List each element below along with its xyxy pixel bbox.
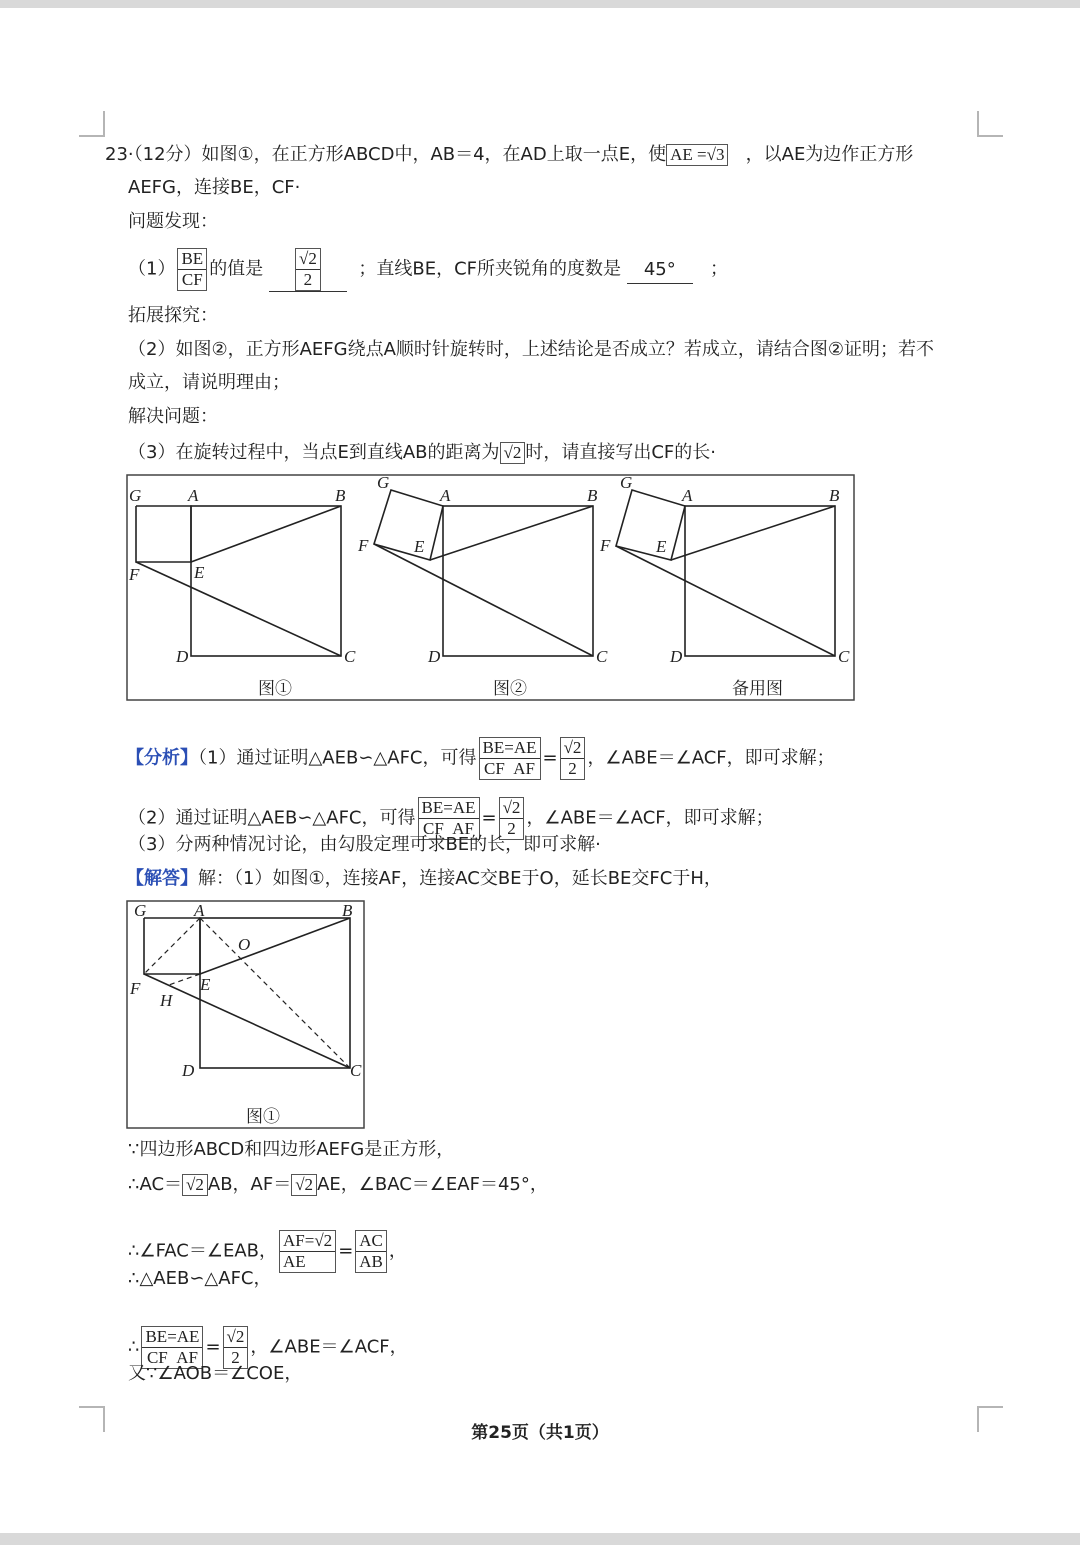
square-abcd bbox=[443, 506, 593, 656]
solution-text: ∴ bbox=[128, 1336, 140, 1358]
figure-2 bbox=[374, 490, 593, 656]
part-3 bbox=[128, 440, 716, 466]
equals: = bbox=[504, 738, 514, 757]
analysis-text: ，∠ABE＝∠ACF，即可求解； bbox=[587, 747, 835, 769]
part-1 bbox=[128, 248, 728, 292]
equals: = bbox=[167, 1327, 177, 1346]
fraction bbox=[355, 1230, 387, 1273]
part-text: （3）在旋转过程中，当点E到直线AB的距离为 bbox=[128, 442, 500, 463]
answer-fraction bbox=[295, 248, 321, 291]
part-text: ； bbox=[709, 258, 728, 280]
label-a: A bbox=[194, 901, 205, 920]
numerator: BE bbox=[145, 1327, 168, 1346]
square-aefg bbox=[616, 490, 685, 560]
answer-blank bbox=[269, 248, 347, 292]
question-line-1 bbox=[105, 142, 913, 168]
solution-text: ， bbox=[388, 1240, 407, 1262]
label-b: B bbox=[342, 901, 353, 920]
numerator: AE bbox=[176, 1327, 200, 1346]
label-d: D bbox=[182, 1061, 195, 1080]
label-d: D bbox=[428, 647, 441, 666]
crop-mark-top-left bbox=[79, 111, 105, 137]
label-g: G bbox=[134, 901, 147, 920]
solution-tag: 【解答】 bbox=[126, 868, 198, 889]
denominator: CF bbox=[483, 759, 505, 778]
figure-1-caption: 图① bbox=[258, 679, 292, 698]
label-f: F bbox=[358, 536, 369, 555]
denominator: CF bbox=[422, 819, 444, 838]
label-e: E bbox=[200, 975, 211, 994]
denominator: 2 bbox=[231, 1348, 240, 1367]
label-f: F bbox=[129, 565, 140, 584]
segment-af bbox=[144, 918, 200, 974]
label-b: B bbox=[829, 486, 840, 505]
solution-line-2 bbox=[128, 1172, 548, 1198]
equals: = bbox=[481, 807, 497, 829]
label-b: B bbox=[587, 486, 598, 505]
numerator: AC bbox=[356, 1231, 386, 1252]
solution-text: 解：（1）如图①，连接AF，连接AC交BE于O，延长BE交FC于H， bbox=[198, 868, 722, 889]
analysis-line-3: （3）分两种情况讨论，由勾股定理可求BE的长，即可求解· bbox=[128, 834, 601, 855]
denominator: AF bbox=[513, 759, 536, 778]
label-d: D bbox=[670, 647, 683, 666]
question-text: 23·（12分）如图①，在正方形ABCD中，AB＝4，在AD上取一点E，使 bbox=[105, 144, 667, 165]
label-a: A bbox=[682, 486, 693, 505]
solution-line-1: ∵四边形ABCD和四边形AEFG是正方形， bbox=[128, 1139, 455, 1160]
figure-spare-caption: 备用图 bbox=[732, 679, 783, 698]
label-a: A bbox=[188, 486, 199, 505]
denominator: 2 bbox=[303, 270, 313, 289]
denominator: AE bbox=[283, 1252, 306, 1271]
label-e: E bbox=[656, 537, 667, 556]
figure-solution bbox=[126, 900, 366, 1130]
square-abcd bbox=[191, 506, 341, 656]
figure-frame bbox=[127, 475, 854, 700]
question-line-2: AEFG，连接BE，CF· bbox=[128, 177, 301, 198]
top-border bbox=[0, 0, 1080, 8]
denominator: AF bbox=[452, 819, 475, 838]
numerator: BE bbox=[421, 798, 444, 817]
segment-cf bbox=[144, 974, 350, 1068]
solution-line-0 bbox=[126, 866, 722, 892]
analysis-text: （2）通过证明△AEB∽△AFC，可得 bbox=[128, 807, 416, 829]
numerator: √2 bbox=[224, 1327, 248, 1348]
sqrt-box: √2 bbox=[291, 1174, 317, 1196]
analysis-text: （1）通过证明△AEB∽△AFC，可得 bbox=[198, 747, 477, 769]
numerator: √2 bbox=[561, 738, 585, 759]
solution-text: ∴∠FAC＝∠EAB， bbox=[128, 1240, 278, 1262]
segment-be bbox=[200, 918, 350, 974]
crop-mark-top-right bbox=[977, 111, 1003, 137]
label-g: G bbox=[129, 486, 142, 505]
numerator: AF bbox=[283, 1231, 305, 1250]
bottom-border bbox=[0, 1533, 1080, 1545]
analysis-line-1 bbox=[126, 737, 835, 780]
label-e: E bbox=[194, 563, 205, 582]
numerator: AE bbox=[452, 798, 476, 817]
denominator: CF bbox=[181, 270, 203, 289]
denominator: 2 bbox=[568, 759, 577, 778]
label-c: C bbox=[596, 647, 608, 666]
analysis-text: ，∠ABE＝∠ACF，即可求解； bbox=[526, 807, 774, 829]
fraction bbox=[479, 737, 541, 780]
equals: = bbox=[338, 1240, 354, 1262]
label-g: G bbox=[620, 474, 633, 492]
label-h: H bbox=[160, 991, 173, 1010]
section-heading: 拓展探究： bbox=[128, 305, 218, 326]
part-text: 的值是 bbox=[209, 258, 264, 280]
equals: = bbox=[443, 798, 453, 817]
equals-sqrt2: =√2 bbox=[304, 1231, 333, 1250]
section-heading: 解决问题： bbox=[128, 406, 218, 427]
figure-solution-caption: 图① bbox=[246, 1107, 280, 1126]
segment-cf bbox=[374, 544, 593, 656]
figure-spare bbox=[616, 490, 835, 656]
condition-box: AE =√3 bbox=[666, 144, 728, 166]
part-text: ；直线BE，CF所夹锐角的度数是 bbox=[358, 258, 622, 280]
part-label: （1） bbox=[128, 258, 176, 280]
numerator: √2 bbox=[296, 249, 320, 270]
denominator: CF bbox=[146, 1348, 168, 1367]
segment-cf bbox=[136, 562, 341, 656]
denominator: AF bbox=[176, 1348, 198, 1367]
numerator: BE bbox=[178, 249, 206, 270]
solution-text: ∴AC＝ bbox=[128, 1174, 183, 1195]
part-2-line-1: （2）如图②，正方形AEFG绕点A顺时针旋转时，上述结论是否成立？若成立，请结合图②证明；若不 bbox=[128, 339, 935, 360]
label-f: F bbox=[130, 979, 141, 998]
fraction bbox=[560, 737, 586, 780]
figure-1 bbox=[136, 506, 341, 656]
segment-be bbox=[430, 506, 593, 560]
label-c: C bbox=[838, 647, 850, 666]
numerator: AE bbox=[513, 738, 537, 757]
part-text: 时，请直接写出CF的长· bbox=[525, 442, 716, 463]
equals: = bbox=[205, 1336, 221, 1358]
numerator: BE bbox=[482, 738, 505, 757]
fraction bbox=[177, 248, 207, 291]
segment-be bbox=[671, 506, 835, 560]
label-o: O bbox=[238, 935, 251, 954]
label-g: G bbox=[377, 474, 390, 492]
solution-line-4: ∴△AEB∽△AFC， bbox=[128, 1268, 272, 1289]
segment-be bbox=[191, 506, 341, 562]
solution-text: ，∠ABE＝∠ACF， bbox=[250, 1336, 408, 1358]
page-footer: 第25页（共1页） bbox=[471, 1423, 609, 1443]
numerator: √2 bbox=[500, 798, 524, 819]
denominator: 2 bbox=[507, 819, 516, 838]
segment-cf bbox=[616, 546, 835, 656]
part-2-line-2: 成立，请说明理由； bbox=[128, 372, 290, 393]
segment-ac bbox=[200, 918, 350, 1068]
denominator: AB bbox=[359, 1252, 383, 1271]
solution-text: AB，AF＝ bbox=[207, 1174, 292, 1195]
solution-text: AE，∠BAC＝∠EAF＝45°， bbox=[317, 1174, 548, 1195]
sqrt-box: √2 bbox=[500, 442, 526, 464]
figure-group bbox=[126, 474, 856, 702]
label-d: D bbox=[176, 647, 189, 666]
solution-line-6: 又∵∠AOB＝∠COE， bbox=[128, 1363, 303, 1384]
label-a: A bbox=[440, 486, 451, 505]
figure-2-caption: 图② bbox=[493, 679, 527, 698]
label-c: C bbox=[350, 1061, 362, 1080]
section-heading: 问题发现： bbox=[128, 211, 218, 232]
sqrt-box: √2 bbox=[182, 1174, 208, 1196]
question-text: ，以AE为边作正方形 bbox=[745, 144, 914, 165]
fraction bbox=[279, 1230, 336, 1273]
analysis-tag: 【分析】 bbox=[126, 747, 198, 769]
label-e: E bbox=[414, 537, 425, 556]
square-abcd bbox=[685, 506, 835, 656]
answer-blank: 45° bbox=[627, 257, 693, 284]
equals: = bbox=[542, 747, 558, 769]
segment-eh bbox=[166, 974, 200, 986]
square-aefg bbox=[136, 506, 191, 562]
label-f: F bbox=[600, 536, 611, 555]
label-c: C bbox=[344, 647, 356, 666]
label-b: B bbox=[335, 486, 346, 505]
